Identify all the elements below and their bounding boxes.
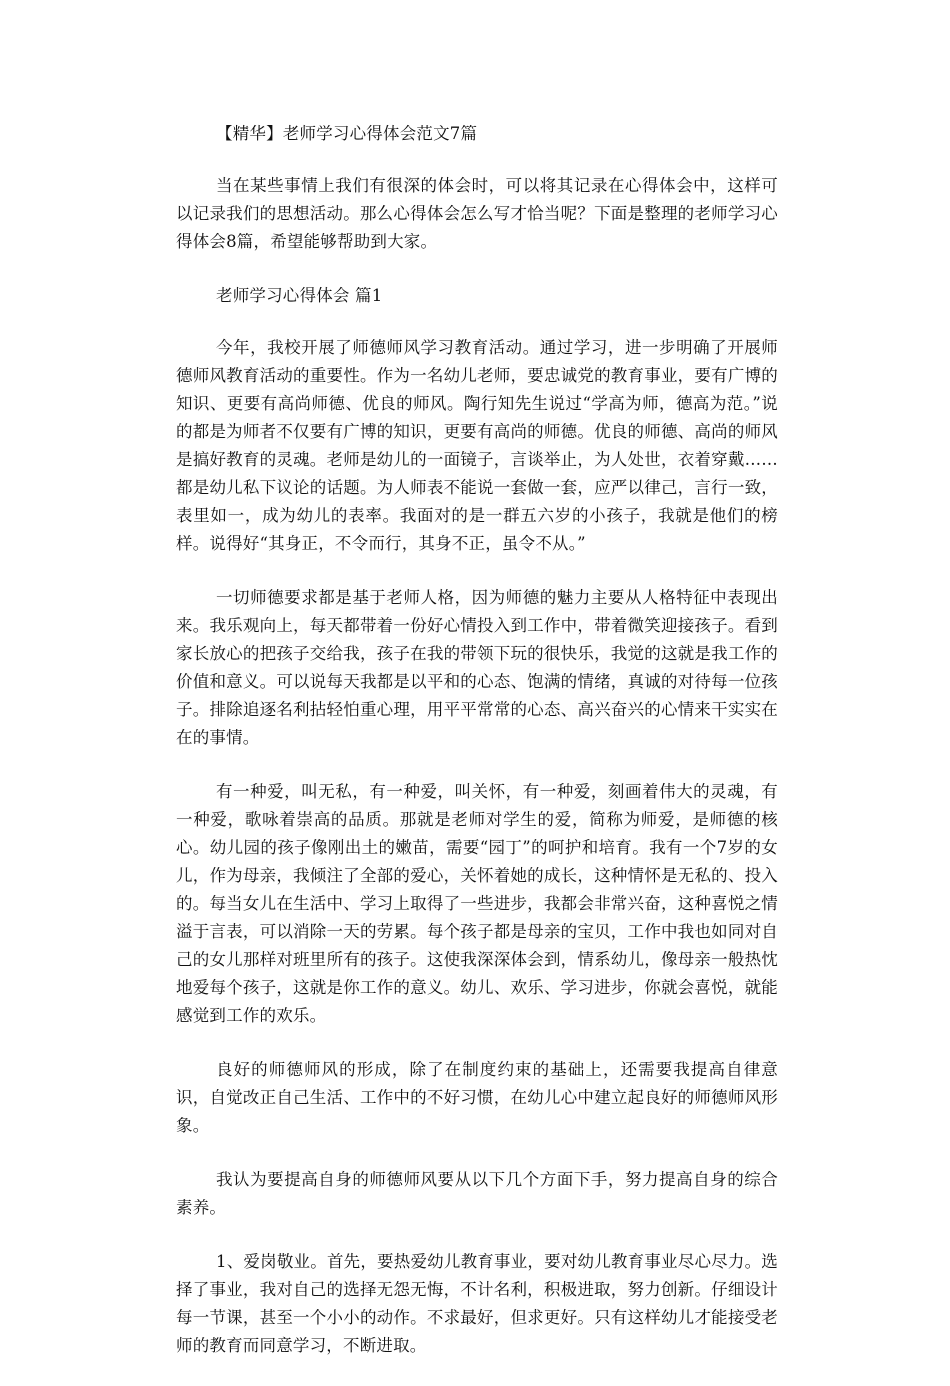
body-paragraph-2: 一切师德要求都是基于老师人格，因为师德的魅力主要从人格特征中表现出来。我乐观向上，每天都带着一份好心情投入到工作中，带着微笑迎接孩子。看到家长放心的把孩子交给我，孩子在我的带领下玩的很快乐，我觉的这就是我工作的价值和意义。可以说每天我都是以平和的心态、饱满的情绪，真诚的对待每一位孩子。排除追逐名利拈轻怕重心理，用平平常常的心态、高兴奋兴的心情来干实实在在的事情。 — [176, 588, 778, 747]
document-body — [176, 120, 778, 1386]
intro-paragraph: 当在某些事情上我们有很深的体会时，可以将其记录在心得体会中，这样可以记录我们的思想活动。那么心得体会怎么写才恰当呢？下面是整理的老师学习心得体会8篇，希望能够帮助到大家。 — [176, 176, 778, 251]
body-paragraph-3: 有一种爱，叫无私，有一种爱，叫关怀，有一种爱，刻画着伟大的灵魂，有一种爱，歌咏着崇高的品质。那就是老师对学生的爱，简称为师爱，是师德的核心。幼儿园的孩子像刚出土的嫩苗，需要“园丁”的呵护和培育。我有一个7岁的女儿，作为母亲，我倾注了全部的爱心，关怀着她的成长，这种情怀是无私的、投入的。每当女儿在生活中、学习上取得了一些进步，我都会非常兴奋，这种喜悦之情溢于言表，可以消除一天的劳累。每个孩子都是母亲的宝贝，工作中我也如同对自己的女儿那样对班里所有的孩子。这使我深深体会到，情系幼儿，像母亲一般热忱地爱每个孩子，这就是你工作的意义。幼儿、欢乐、学习进步，你就会喜悦，就能感觉到工作的欢乐。 — [176, 782, 778, 1025]
section-heading: 老师学习心得体会 篇1 — [216, 286, 383, 305]
body-paragraph-5: 我认为要提高自身的师德师风要从以下几个方面下手，努力提高自身的综合素养。 — [176, 1170, 778, 1217]
document-title: 【精华】老师学习心得体会范文7篇 — [216, 124, 478, 143]
body-paragraph-4: 良好的师德师风的形成，除了在制度约束的基础上，还需要我提高自律意识，自觉改正自己生活、工作中的不好习惯，在幼儿心中建立起良好的师德师风形象。 — [176, 1060, 778, 1135]
body-paragraph-6: 1、爱岗敬业。首先，要热爱幼儿教育事业，要对幼儿教育事业尽心尽力。选择了事业，我对自己的选择无怨无悔，不计名利，积极进取，努力创新。仔细设计每一节课，甚至一个小小的动作。不求最好，但求更好。只有这样幼儿才能接受老师的教育而同意学习，不断进取。 — [176, 1252, 778, 1355]
body-paragraph-1: 今年，我校开展了师德师风学习教育活动。通过学习，进一步明确了开展师德师风教育活动的重要性。作为一名幼儿老师，要忠诚党的教育事业，要有广博的知识、更要有高尚师德、优良的师风。陶行知先生说过“学高为师，德高为范。”说的都是为师者不仅要有广博的知识，更要有高尚的师德。优良的师德、高尚的师风是搞好教育的灵魂。老师是幼儿的一面镜子，言谈举止，为人处世，衣着穿戴……都是幼儿私下议论的话题。为人师表不能说一套做一套，应严以律己，言行一致，表里如一，成为幼儿的表率。我面对的是一群五六岁的小孩子，我就是他们的榜样。说得好“其身正，不令而行，其身不正，虽令不从。” — [176, 338, 778, 553]
